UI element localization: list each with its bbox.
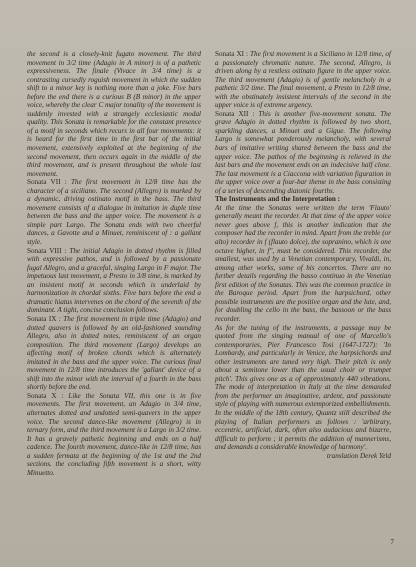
paragraph <box>27 178 201 246</box>
paragraph: the second is a closely-knit fugato movement. The third movement in 3/2 time (Adagio in A minor) is of a pathetic expressiveness. The finale (Vivace in 3/4 time) is a contrasting cursedly roguish movement in which the sudden shift to a minor key is nothing more than a joke. Five bars before the end there is a curious B (B minor) in the upper voice, whereby the clear C major tonality of the movement is suddenly invested with a strangely ecclesiastic modal quality. This Sonata is remarkable for the constant presence of a motif in seconds which recurs in all four movements: it is heard for the first time in the first bar of the initial movement, extensively exploited at the beginning of the second movement, then occurs again in the middle of the third movement, and is present throughout the whole last movement. <box>27 50 201 178</box>
paragraph: At the time the Sonatas were written the term 'Flauto' generally meant the recorder. At that time of the upper voice never goes above f, this is another indication that the composer had the recorder in mind. Apart from the treble (or alto) recorder in f (flauto dolce), the sopranino, which is one octave higher, in f'', must be considered. This recorder, the smallest, was used by a Venetian contemporary, Vivaldi, in, among other works, some of his concertos. There are no further details regarding the basso continuo in the Venetian first edition of the Sonatas. This was the common practice in the Baroque period. Apart from the harpsichord, other possible instruments are the positive organ and the lute, and, for doubling the cello in the bass, the bassoon or the bass recorder. <box>215 203 391 323</box>
left-column <box>27 50 201 477</box>
paragraph-text: The first movement in triple time (Adagio) and dotted quavers is followed by an old-fashioned sounding Allegro, also in dotted notes, reminiscent of an organ composition. The third movement (Largo) develops an affecting motif of broken chords which is alternately imitated in the bass and the upper voice. The curious final movement in 12/8 time introduces the 'gallant' device of a shift into the minor with the interval of a fourth in the bass shortly before the end. <box>27 314 201 392</box>
paragraph <box>27 247 201 315</box>
page-number: 7 <box>390 538 394 546</box>
sonata-heading: Sonata XII : <box>215 109 255 118</box>
sonata-heading: Sonata XI : <box>215 50 248 58</box>
sonata-heading: Sonata IX : <box>27 314 61 323</box>
paragraph-text: The first movement is a Siciliano in 12/8 time, of a passionately chromatic nature. The second, Allegro, is driven along by a restless ostinato figure in the upper voice. The third movement (Adagio) is of gentle melancholy in a pathetic 3/2 time. The final movement, a Presto in 12/8 time, with the obstinately insistent intervals of the second in the upper voice is of extreme urgency. <box>215 50 391 110</box>
right-column <box>215 50 391 460</box>
paragraph: As for the tuning of the instruments, a passage may be quoted from the singing manual of one of Marcello's contemporaries, Pier Francesco Tosi (1647-1727): 'In Lombardy, and particularly in Venice, the harpsichords and other instruments are tuned very high. Their pitch is only about a semitone lower than the usual choir or trumpet pitch'. This gives one as a of approximately 440 vibrations. The mode of interpretation in Italy at the time demanded from the performer an imaginative, ardent, and passionate style of playing with numerous extemporized embellishments. In the middle of the 18th century, Quantz still described the playing of Italian performers as follows : 'arbitrary, eccentric, artificial, dark, often also audacious and bizarre, difficult to perform ; it permits the addition of mannerisms, and demands a considerable knowledge of harmony'. <box>215 323 391 452</box>
paragraph-text: Like the Sonata VII, this one is in five movements. The first movement, an Adagio in 3/4 time, alternates dotted and undotted semi-quavers in the upper voice. The second dance-like movement (Allegro) is in ternary form, and the third movement is a Largo in 3/2 time. It has a gravely pathetic beginning and ends on a half cadence. The fourth movement, dance-like in 12/8 time, has a sudden fermata at the beginning of the 1st and the 2nd sections. the concluding fifth movement is a short, witty Minuetto. <box>27 391 201 477</box>
paragraph <box>215 50 391 110</box>
sonata-heading: Sonata VIII : <box>27 246 67 255</box>
paragraph-text: This is another five-movement sonata. The grave Adagio in dotted rhythm is followed by two short, sparkling dances, a Minuet and a Gigue. The following Largo is somewhat ponderously melancholy, with several bars of imitative writing shared between the bass and the upper voice. The pathos of the beginning is relieved in the last bars and the movement ends on an indecisive half close. The last movement is a Ciaccona with variation figuration in the upper voice over a four-bar theme in the bass consisting of a series of descending diatonic fourths. <box>215 109 391 195</box>
translation-credit: translation Derek Yeld <box>326 451 391 460</box>
paragraph <box>27 392 201 477</box>
paragraph <box>215 110 391 195</box>
paragraph-text: The first movement in 12/8 time has the character of a siciliano. The second (Allegro) is marked by a dynamic, driving ostinato motif in the bass. The third movement consists of a dialogue in imitation in duple time between the bass and the upper voice. The movement is a simple part Largo. The Sonata ends with two cheerful dances, a Gavotte and a Minuet, reminiscent of : a gallant style. <box>27 178 201 247</box>
section-title: The Instruments and the Interpretation : <box>215 195 341 204</box>
sonata-heading: Sonata VII : <box>27 178 67 187</box>
paragraph <box>27 315 201 392</box>
paragraph-text: The initial Adagio in dotted rhythm is filled with expressive pathos, and is followed by a passionate fugal Allegro, and a graceful, singing Largo in F major. The impetuous last movement, a Presto in 3/8 time, is marked by an insistent motif in seconds which is underlaid by harmonization in chordal sixths. Five bars before the end a dramatic hiatus intervenes on the chord of the seventh of the dominant. A tight, concise conclusion follows. <box>27 246 201 315</box>
sonata-heading: Sonata X : <box>27 391 64 400</box>
